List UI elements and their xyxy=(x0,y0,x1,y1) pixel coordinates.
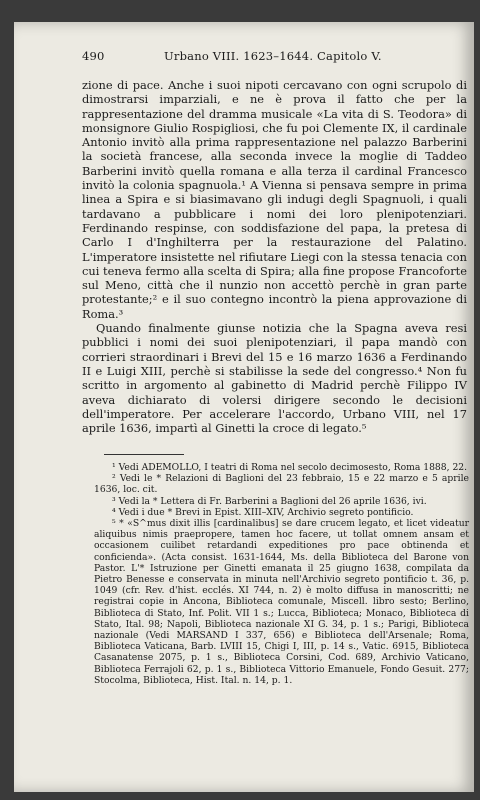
book-page xyxy=(14,22,474,792)
footnote: ⁵ * «S^mus dixit illis [cardinalibus] se dare crucem legato, et licet videatur aliquibus nimis praepropere, tamen hoc facere, ut tollat omnem ansam et occasionem cuilibet retardandi expeditiones pro pace obtinenda et conficienda». (Acta consist. 1631-1644, Ms. della Biblioteca del Barone von Pastor. L'* Istruzione per Ginetti emanata il 25 giugno 1638, compilata da Pietro Benesse e conservata in minuta nell'Archivio segreto pontificio t. 36, p. 1049 (cfr. Rev. d'hist. ecclés. XI 744, n. 2) è molto diffusa in manoscritti; ne registrai copie in Ancona, Biblioteca comunale, Miscell. libro sesto; Berlino, Biblioteca di Stato, Inf. Polit. VII 1 s.; Lucca, Biblioteca; Monaco, Biblioteca di Stato, Ital. 98; Napoli, Biblioteca nazionale XI G. 34, p. 1 s.; Parigi, Biblioteca nazionale (Vedi MARSAND I 337, 656) e Biblioteca dell'Arsenale; Roma, Biblioteca Vaticana, Barb. LVIII 15, Chigi I, III, p. 14 s., Vatic. 6915, Biblioteca Casanatense 2075, p. 1 s., Biblioteca Corsini, Cod. 689, Archivio Vaticano, Biblioteca Ferrajoli 62, p. 1 s., Biblioteca Vittorio Emanuele, Fondo Gesuit. 277; Stocolma, Biblioteca, Hist. Ital. n. 14, p. 1. xyxy=(94,518,469,686)
running-title: Urbano VIII. 1623–1644. Capitolo V. xyxy=(164,49,382,63)
page-number: 490 xyxy=(82,49,105,63)
main-text xyxy=(82,78,467,435)
footnote: ⁴ Vedi i due * Brevi in Epist. XIII–XIV, Archivio segreto pontificio. xyxy=(112,506,414,518)
footnote-separator xyxy=(104,454,184,455)
footnote: ¹ Vedi ADEMOLLO, I teatri di Roma nel secolo decimosesto, Roma 1888, 22. xyxy=(112,462,468,473)
footnote: ³ Vedi la * Lettera di Fr. Barberini a Baglioni del 26 aprile 1636, ivi. xyxy=(112,495,427,507)
footnotes xyxy=(94,462,469,686)
paragraph: zione di pace. Anche i suoi nipoti cercavano con ogni scrupolo di dimostrarsi imparziali, e ne è prova il fatto che per la rappresentazione del dramma musicale «La vita di S. Teodora» di monsignore Giulio Rospigliosi, che fu poi Clemente IX, il cardinale Antonio invitò alla prima rappresentazione nel palazzo Barberini la società francese, alla seconda invece la moglie di Taddeo Barberini invitò quella romana e alla terza il cardinal Francesco invitò la colonia spagnuola.¹ A Vienna si pensava sempre in prima linea a Spira e si biasimavano gli indugi degli Spagnuoli, i quali tardavano a pubblicare i nomi dei loro plenipotenziari. Ferdinando respinse, con soddisfazione del papa, la pretesa di Carlo I d'Inghilterra per la restaurazione del Palatino. L'imperatore insistette nel rifiutare Liegi con la stessa tenacia con cui teneva fermo alla scelta di Spira; alla fine propose Francoforte sul Meno, città che il nunzio non accettò perchè in gran parte protestante;² e il suo contegno incontrò la piena approvazione di Roma.³ xyxy=(82,78,467,321)
paragraph: Quando finalmente giunse notizia che la Spagna aveva resi pubblici i nomi dei suoi plenipotenziari, il papa mandò con corrieri straordinari i Brevi del 15 e 16 marzo 1636 a Ferdinando II e Luigi XIII, perchè si stabilisse la sede del congresso.⁴ Non fu scritto in argomento al gabinetto di Madrid perchè Filippo IV aveva dichiarato di volersi dirigere secondo le decisioni dell'imperatore. Per accelerare l'accordo, Urbano VIII, nel 17 aprile 1636, impartì al Ginetti la croce di legato.⁵ xyxy=(82,321,467,436)
footnote: ² Vedi le * Relazioni di Baglioni del 23 febbraio, 15 e 22 marzo e 5 aprile 1636, loc. cit. xyxy=(94,473,469,496)
